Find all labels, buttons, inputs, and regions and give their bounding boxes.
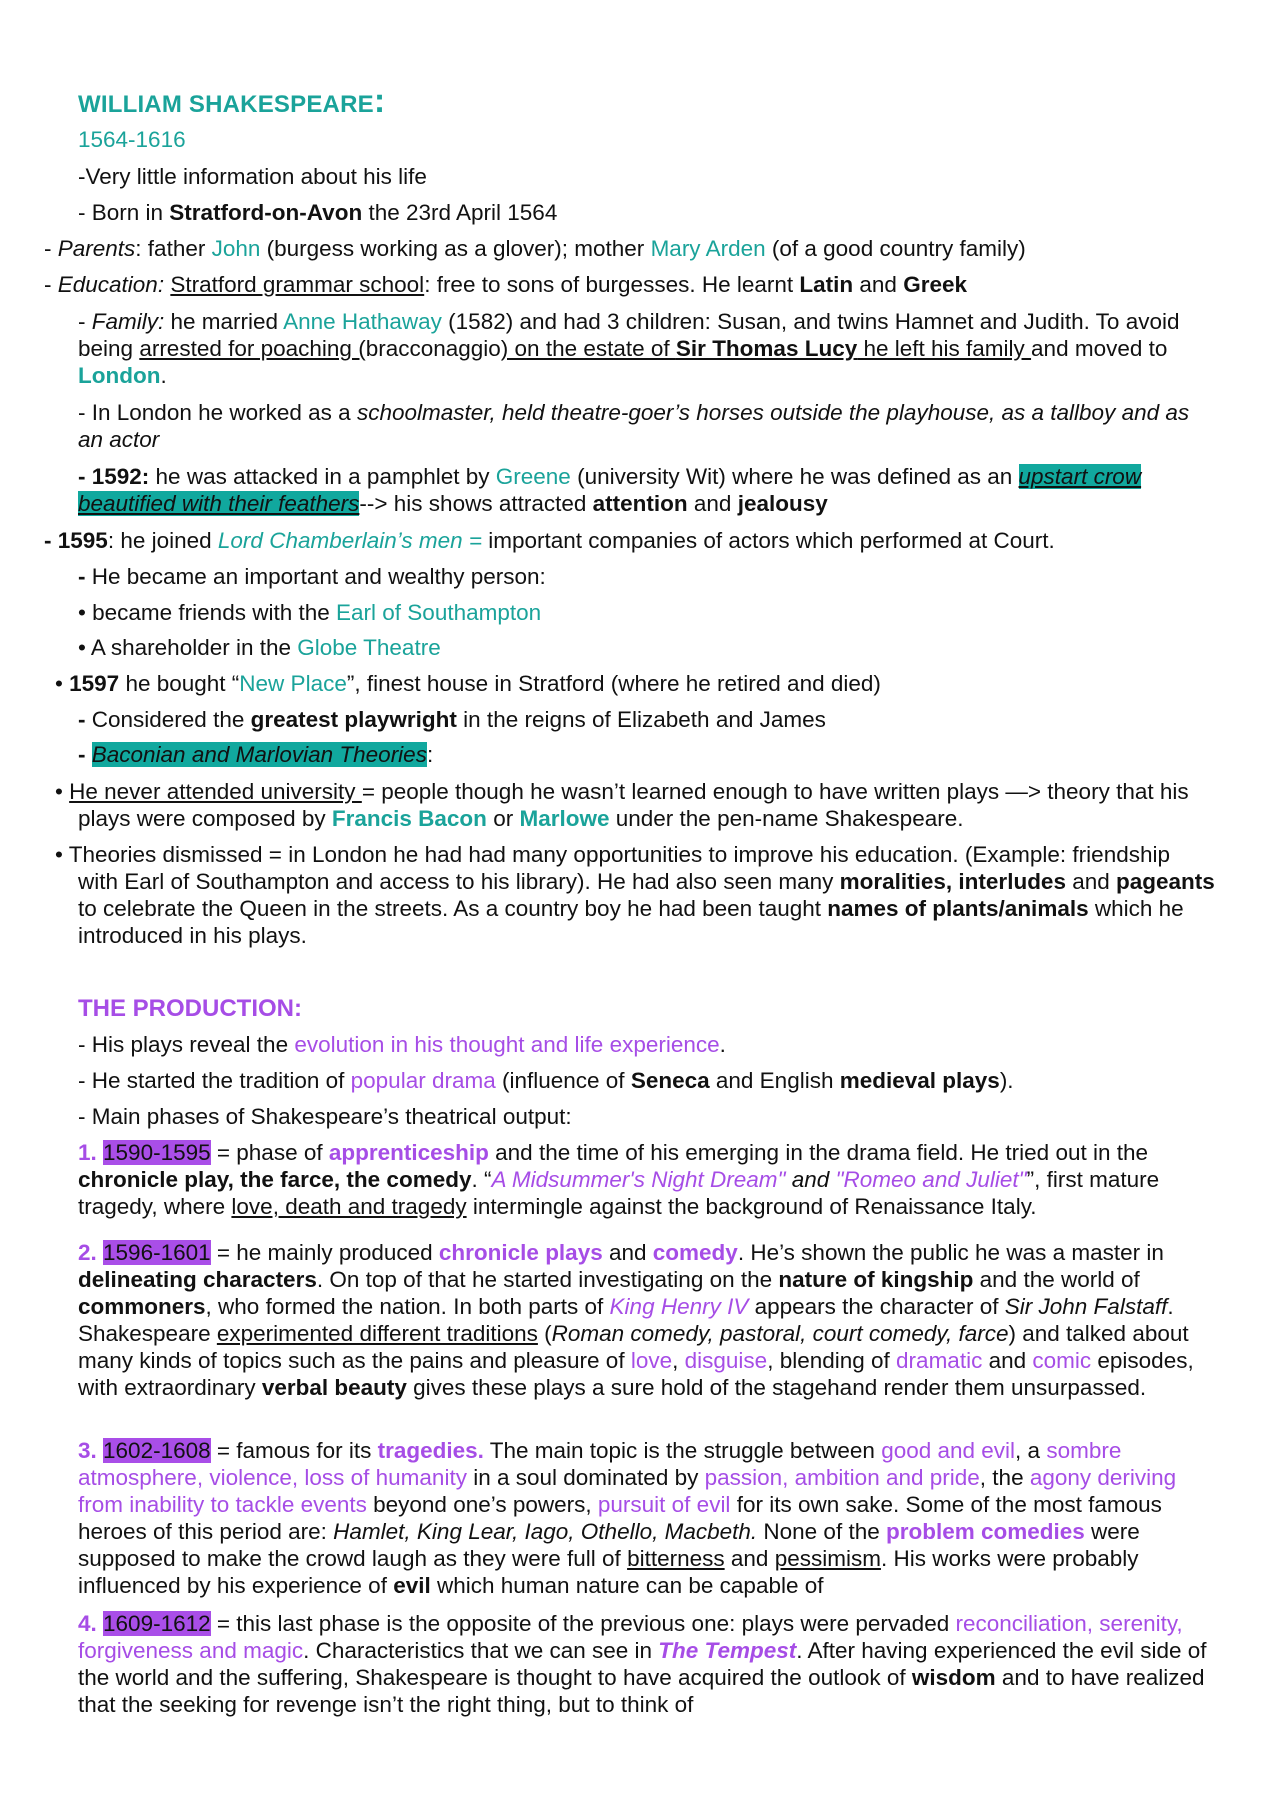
phase-3: 3. 1602-1608 = famous for its tragedies. The main topic is the struggle between good and evil, a sombre atmosphere, violence, loss of humanity in a soul dominated by passion, ambition and pride, the agony deriving from inability to tackle events beyond one’s powers, pursuit of evil for its own sake. Some of the most famous heroes of this period are: Hamlet, King Lear, Iago, Othello, Macbeth. None of the problem comedies were supposed to make the crowd laugh as they were full of bitterness and pessimism. His works were probably influenced by his experience of evil which human nature can be capable of — [78, 1438, 1177, 1598]
phase-3-years: 1602-1608 — [103, 1438, 211, 1463]
bio-heading: WILLIAM SHAKESPEARE: — [78, 82, 386, 120]
phase-4-years: 1609-1612 — [103, 1611, 211, 1636]
production-heading: THE PRODUCTION: — [78, 995, 302, 1022]
bio-never-attended: • He never attended university = people though he wasn’t learned enough to have written plays —> theory that his plays were composed by Francis Bacon or Marlowe under the pen-name Shakespeare. — [55, 779, 1189, 831]
theories-highlight: Baconian and Marlovian Theories — [91, 742, 427, 767]
production-reveal: - His plays reveal the evolution in his thought and life experience. — [78, 1032, 726, 1057]
bio-playwright: - Considered the greatest playwright in the reigns of Elizabeth and James — [78, 707, 826, 732]
phase-2: 2. 1596-1601 = he mainly produced chronicle plays and comedy. He’s shown the public he was a master in delineating characters. On top of that he started investigating on the nature of kingship and the world of commoners, who formed the nation. In both parts of King Henry IV appears the character of Sir John Falstaff. Shakespeare experimented different traditions (Roman comedy, pastoral, court comedy, farce) and talked about many kinds of topics such as the pains and pleasure of love, disguise, blending of dramatic and comic episodes, with extraordinary verbal beauty gives these plays a sure hold of the stagehand render them unsurpassed. — [78, 1240, 1194, 1400]
bio-1597: • 1597 he bought “New Place”, finest house in Stratford (where he retired and died) — [55, 671, 881, 696]
bio-london-work: - In London he worked as a schoolmaster, held theatre-goer’s horses outside the playhouse, as a tallboy and as an actor — [78, 400, 1190, 452]
upstart-crow-highlight: upstart crow beautified with their feathers — [78, 464, 1142, 516]
bio-theories: - Baconian and Marlovian Theories: — [78, 742, 434, 767]
bio-born: - Born in Stratford-on-Avon the 23rd April 1564 — [78, 200, 558, 225]
phase-1-years: 1590-1595 — [103, 1140, 211, 1165]
bio-education: - Education: Stratford grammar school: free to sons of burgesses. He learnt Latin and Greek — [44, 272, 967, 297]
bio-friends: • became friends with the Earl of Southampton — [78, 600, 542, 625]
phase-2-years: 1596-1601 — [103, 1240, 211, 1265]
bio-1595: - 1595: he joined Lord Chamberlain’s men = important companies of actors which performed at Court. — [44, 528, 1055, 553]
bio-wealthy: - He became an important and wealthy person: — [78, 564, 546, 589]
phase-1: 1. 1590-1595 = phase of apprenticeship and the time of his emerging in the drama field. He tried out in the chronicle play, the farce, the comedy. “A Midsummer's Night Dream" and "Romeo and Juliet"”, first mature tragedy, where love, death and tragedy intermingle against the background of Renaissance Italy. — [78, 1140, 1160, 1219]
production-phases-intro: - Main phases of Shakespeare’s theatrical output: — [78, 1104, 572, 1129]
bio-1592: - 1592: he was attacked in a pamphlet by Greene (university Wit) where he was defined as an upstart crow beautified with their feathers--> his shows attracted attention and jealousy — [78, 464, 1142, 516]
phase-4: 4. 1609-1612 = this last phase is the opposite of the previous one: plays were pervaded reconciliation, serenity, forgiveness and magic. Characteristics that we can see in The Tempest. After having experienced the evil side of the world and the suffering, Shakespeare is thought to have acquired the outlook of wisdom and to have realized that the seeking for revenge isn’t the right thing, but to think of — [78, 1611, 1207, 1717]
bio-little-info: -Very little information about his life — [78, 164, 427, 189]
production-tradition: - He started the tradition of popular drama (influence of Seneca and English medieval plays). — [78, 1068, 1014, 1093]
bio-globe: • A shareholder in the Globe Theatre — [78, 635, 441, 660]
bio-theories-dismissed: • Theories dismissed = in London he had had many opportunities to improve his education. (Example: friendship with Earl of Southampton and access to his library). He had also seen many moralities, interludes and pageants to celebrate the Queen in the streets. As a country boy he had been taught names of plants/animals which he introduced in his plays. — [55, 842, 1215, 948]
bio-dates: 1564-1616 — [78, 127, 186, 152]
bio-parents: - Parents: father John (burgess working as a glover); mother Mary Arden (of a good country family) — [44, 236, 1026, 261]
bio-family: - Family: he married Anne Hathaway (1582) and had 3 children: Susan, and twins Hamnet and Judith. To avoid being arrested for poaching (bracconaggio) on the estate of Sir Thomas Lucy he left his family and moved to London. — [78, 309, 1180, 388]
